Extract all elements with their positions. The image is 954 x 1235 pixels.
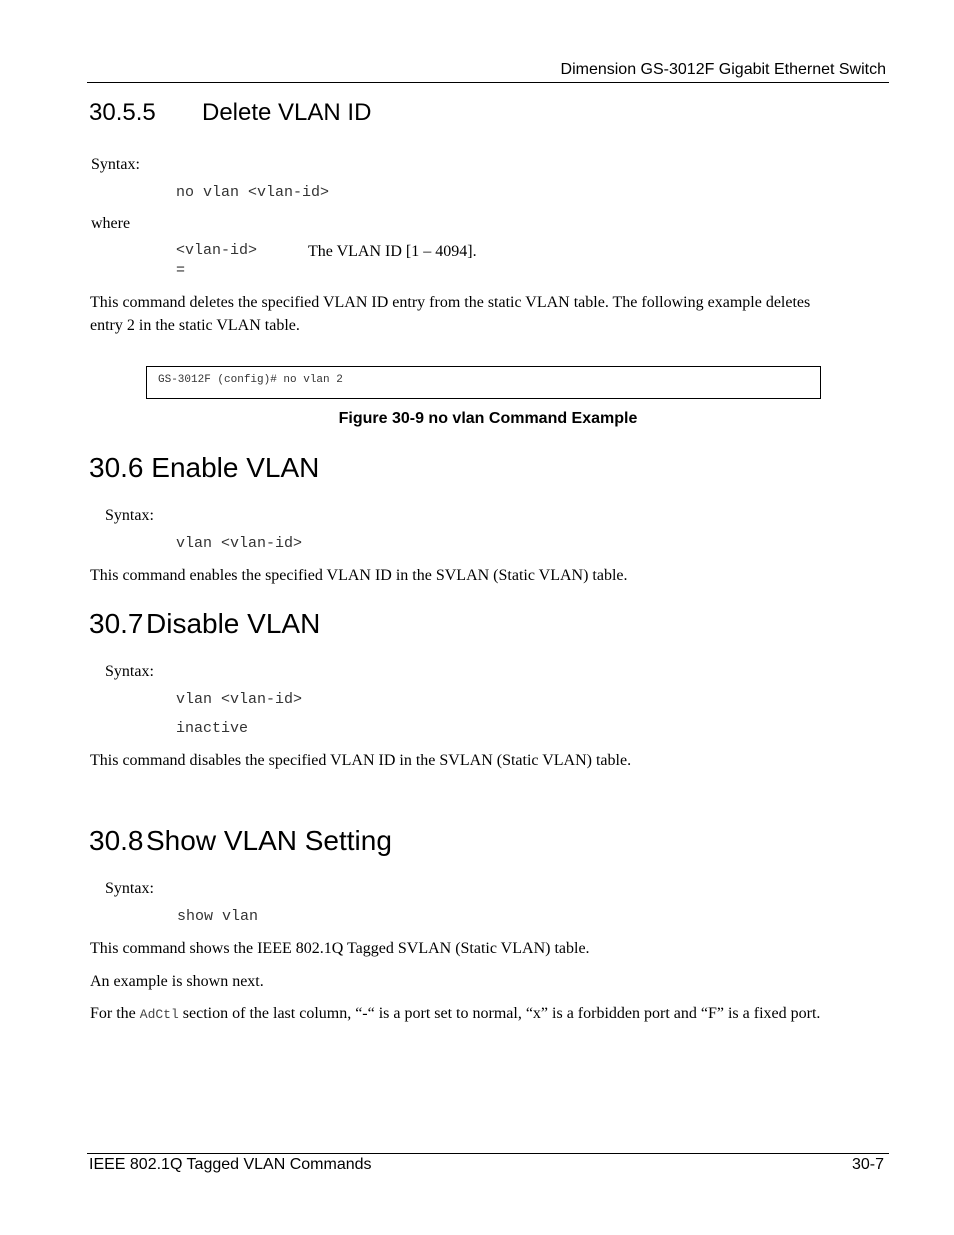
example-code-box bbox=[146, 366, 821, 399]
section-title-show-vlan-setting: Show VLAN Setting bbox=[146, 825, 392, 856]
section-title-disable-vlan: Disable VLAN bbox=[146, 608, 321, 639]
section-description: This command disables the specified VLAN ID in the SVLAN (Static VLAN) table. bbox=[90, 752, 632, 769]
section-description-2: An example is shown next. bbox=[90, 973, 264, 990]
description-text: For the bbox=[90, 1005, 140, 1022]
param-name: <vlan-id> bbox=[176, 242, 258, 259]
section-heading-enable-vlan: 30.6 Enable VLAN bbox=[89, 452, 320, 483]
section-description-1: This command shows the IEEE 802.1Q Tagged SVLAN (Static VLAN) table. bbox=[90, 940, 590, 957]
syntax-code: vlan <vlan-id> bbox=[176, 535, 303, 552]
param-equals: = bbox=[176, 262, 186, 279]
where-label: where bbox=[91, 215, 131, 232]
syntax-code-line-2: inactive bbox=[176, 720, 249, 737]
section-number-30-8: 30.8 bbox=[89, 825, 144, 856]
syntax-code-line-1: vlan <vlan-id> bbox=[176, 691, 303, 708]
syntax-code: no vlan <vlan-id> bbox=[176, 184, 330, 201]
syntax-label: Syntax: bbox=[105, 663, 154, 680]
syntax-code: show vlan bbox=[177, 908, 259, 925]
syntax-label: Syntax: bbox=[91, 156, 140, 173]
section-description: This command enables the specified VLAN ID in the SVLAN (Static VLAN) table. bbox=[90, 567, 628, 584]
section-number-30-7: 30.7 bbox=[89, 608, 144, 639]
param-description: The VLAN ID [1 – 4094]. bbox=[308, 243, 477, 260]
section-description-3 bbox=[90, 1005, 820, 1023]
description-text: section of the last column, “-“ is a port set to normal, “x” is a forbidden port and “F” is a fixed port. bbox=[178, 1005, 821, 1022]
inline-code-adctl: AdCtl bbox=[139, 1007, 179, 1022]
figure-caption: Figure 30-9 no vlan Command Example bbox=[338, 410, 638, 427]
footer-rule bbox=[87, 1153, 889, 1154]
footer-chapter-title: IEEE 802.1Q Tagged VLAN Commands bbox=[89, 1156, 372, 1173]
syntax-label: Syntax: bbox=[105, 507, 154, 524]
example-code: GS-3012F (config)# no vlan 2 bbox=[158, 374, 343, 386]
section-title-delete-vlan-id: Delete VLAN ID bbox=[202, 99, 372, 126]
syntax-label: Syntax: bbox=[105, 880, 154, 897]
footer-page-number: 30-7 bbox=[851, 1156, 884, 1173]
section-number-30-5-5: 30.5.5 bbox=[89, 99, 156, 126]
header-rule bbox=[87, 82, 889, 83]
section-description-line-1: This command deletes the specified VLAN ID entry from the static VLAN table. The following example deletes bbox=[90, 294, 811, 311]
running-header: Dimension GS-3012F Gigabit Ethernet Switch bbox=[560, 61, 886, 78]
section-description-line-2: entry 2 in the static VLAN table. bbox=[90, 317, 300, 334]
